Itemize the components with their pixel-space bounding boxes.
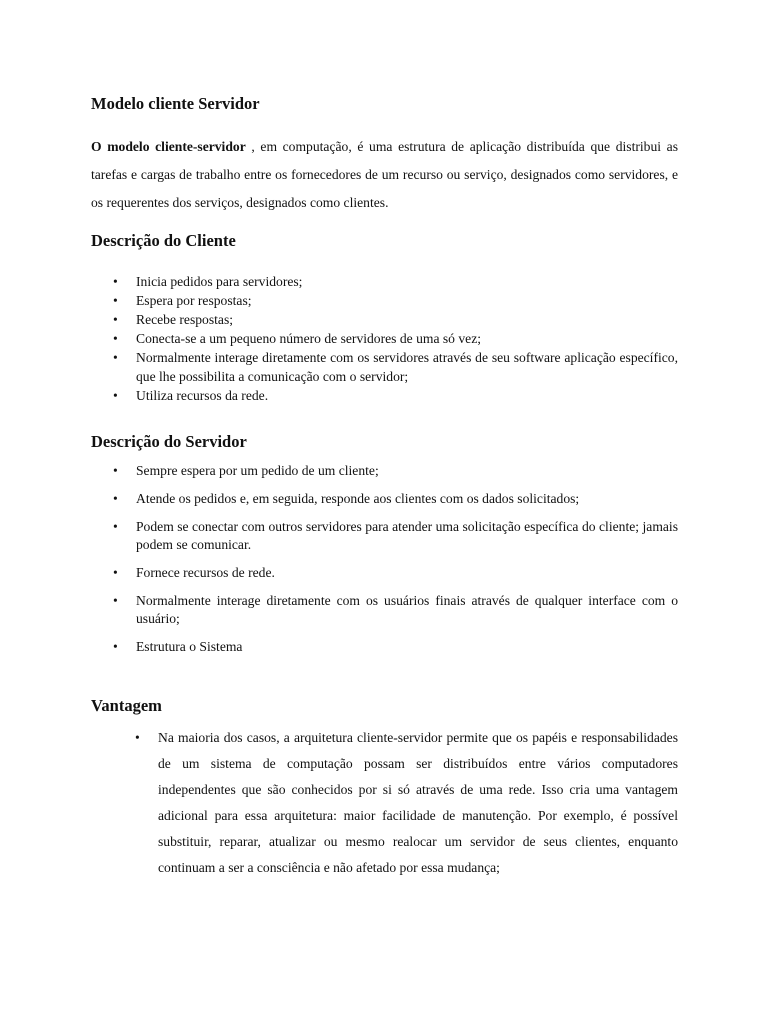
list-item: • Sempre espera por um pedido de um cliente;	[91, 462, 678, 480]
intro-bold-term: O modelo cliente-servidor	[91, 139, 246, 154]
client-list	[91, 272, 678, 405]
client-heading: Descrição do Cliente	[91, 231, 236, 250]
list-item: • Na maioria dos casos, a arquitetura cliente-servidor permite que os papéis e responsabilidades de um sistema de computação possam ser distribuídos entre vários computadores independentes que são conhecidos por si só através de uma rede. Isso cria uma vantagem adicional para essa arquitetura: maior facilidade de manutenção. Por exemplo, é possível substituir, reparar, atualizar ou mesmo realocar um servidor de seus clientes, enquanto continuam a ser a consciência e não afetado por essa mudança;	[91, 725, 678, 881]
intro-paragraph	[91, 133, 678, 217]
list-item: • Podem se conectar com outros servidores para atender uma solicitação específica do cliente; jamais podem se comunicar.	[91, 518, 678, 554]
list-item: • Estrutura o Sistema	[91, 638, 678, 656]
list-item: • Fornece recursos de rede.	[91, 564, 678, 582]
server-heading: Descrição do Servidor	[91, 432, 247, 451]
list-item: • Espera por respostas;	[91, 291, 678, 310]
document-title: Modelo cliente Servidor	[91, 94, 260, 113]
list-item: • Normalmente interage diretamente com os usuários finais através de qualquer interface com o usuário;	[91, 592, 678, 628]
advantage-heading: Vantagem	[91, 696, 162, 715]
list-item: • Normalmente interage diretamente com os servidores através de seu software aplicação específico, que lhe possibilita a comunicação com o servidor;	[91, 348, 678, 386]
list-item: • Recebe respostas;	[91, 310, 678, 329]
advantage-list	[91, 725, 678, 881]
list-item: • Inicia pedidos para servidores;	[91, 272, 678, 291]
intro-text: , em computação, é uma estrutura de aplicação distribuída que distribui as tarefas e cargas de trabalho entre os fornecedores de um recurso ou serviço, designados como servidores, e os requerentes dos serviços, designados como clientes.	[91, 139, 678, 210]
list-item: • Atende os pedidos e, em seguida, responde aos clientes com os dados solicitados;	[91, 490, 678, 508]
list-item: • Conecta-se a um pequeno número de servidores de uma só vez;	[91, 329, 678, 348]
server-list	[91, 462, 678, 666]
list-item: • Utiliza recursos da rede.	[91, 386, 678, 405]
